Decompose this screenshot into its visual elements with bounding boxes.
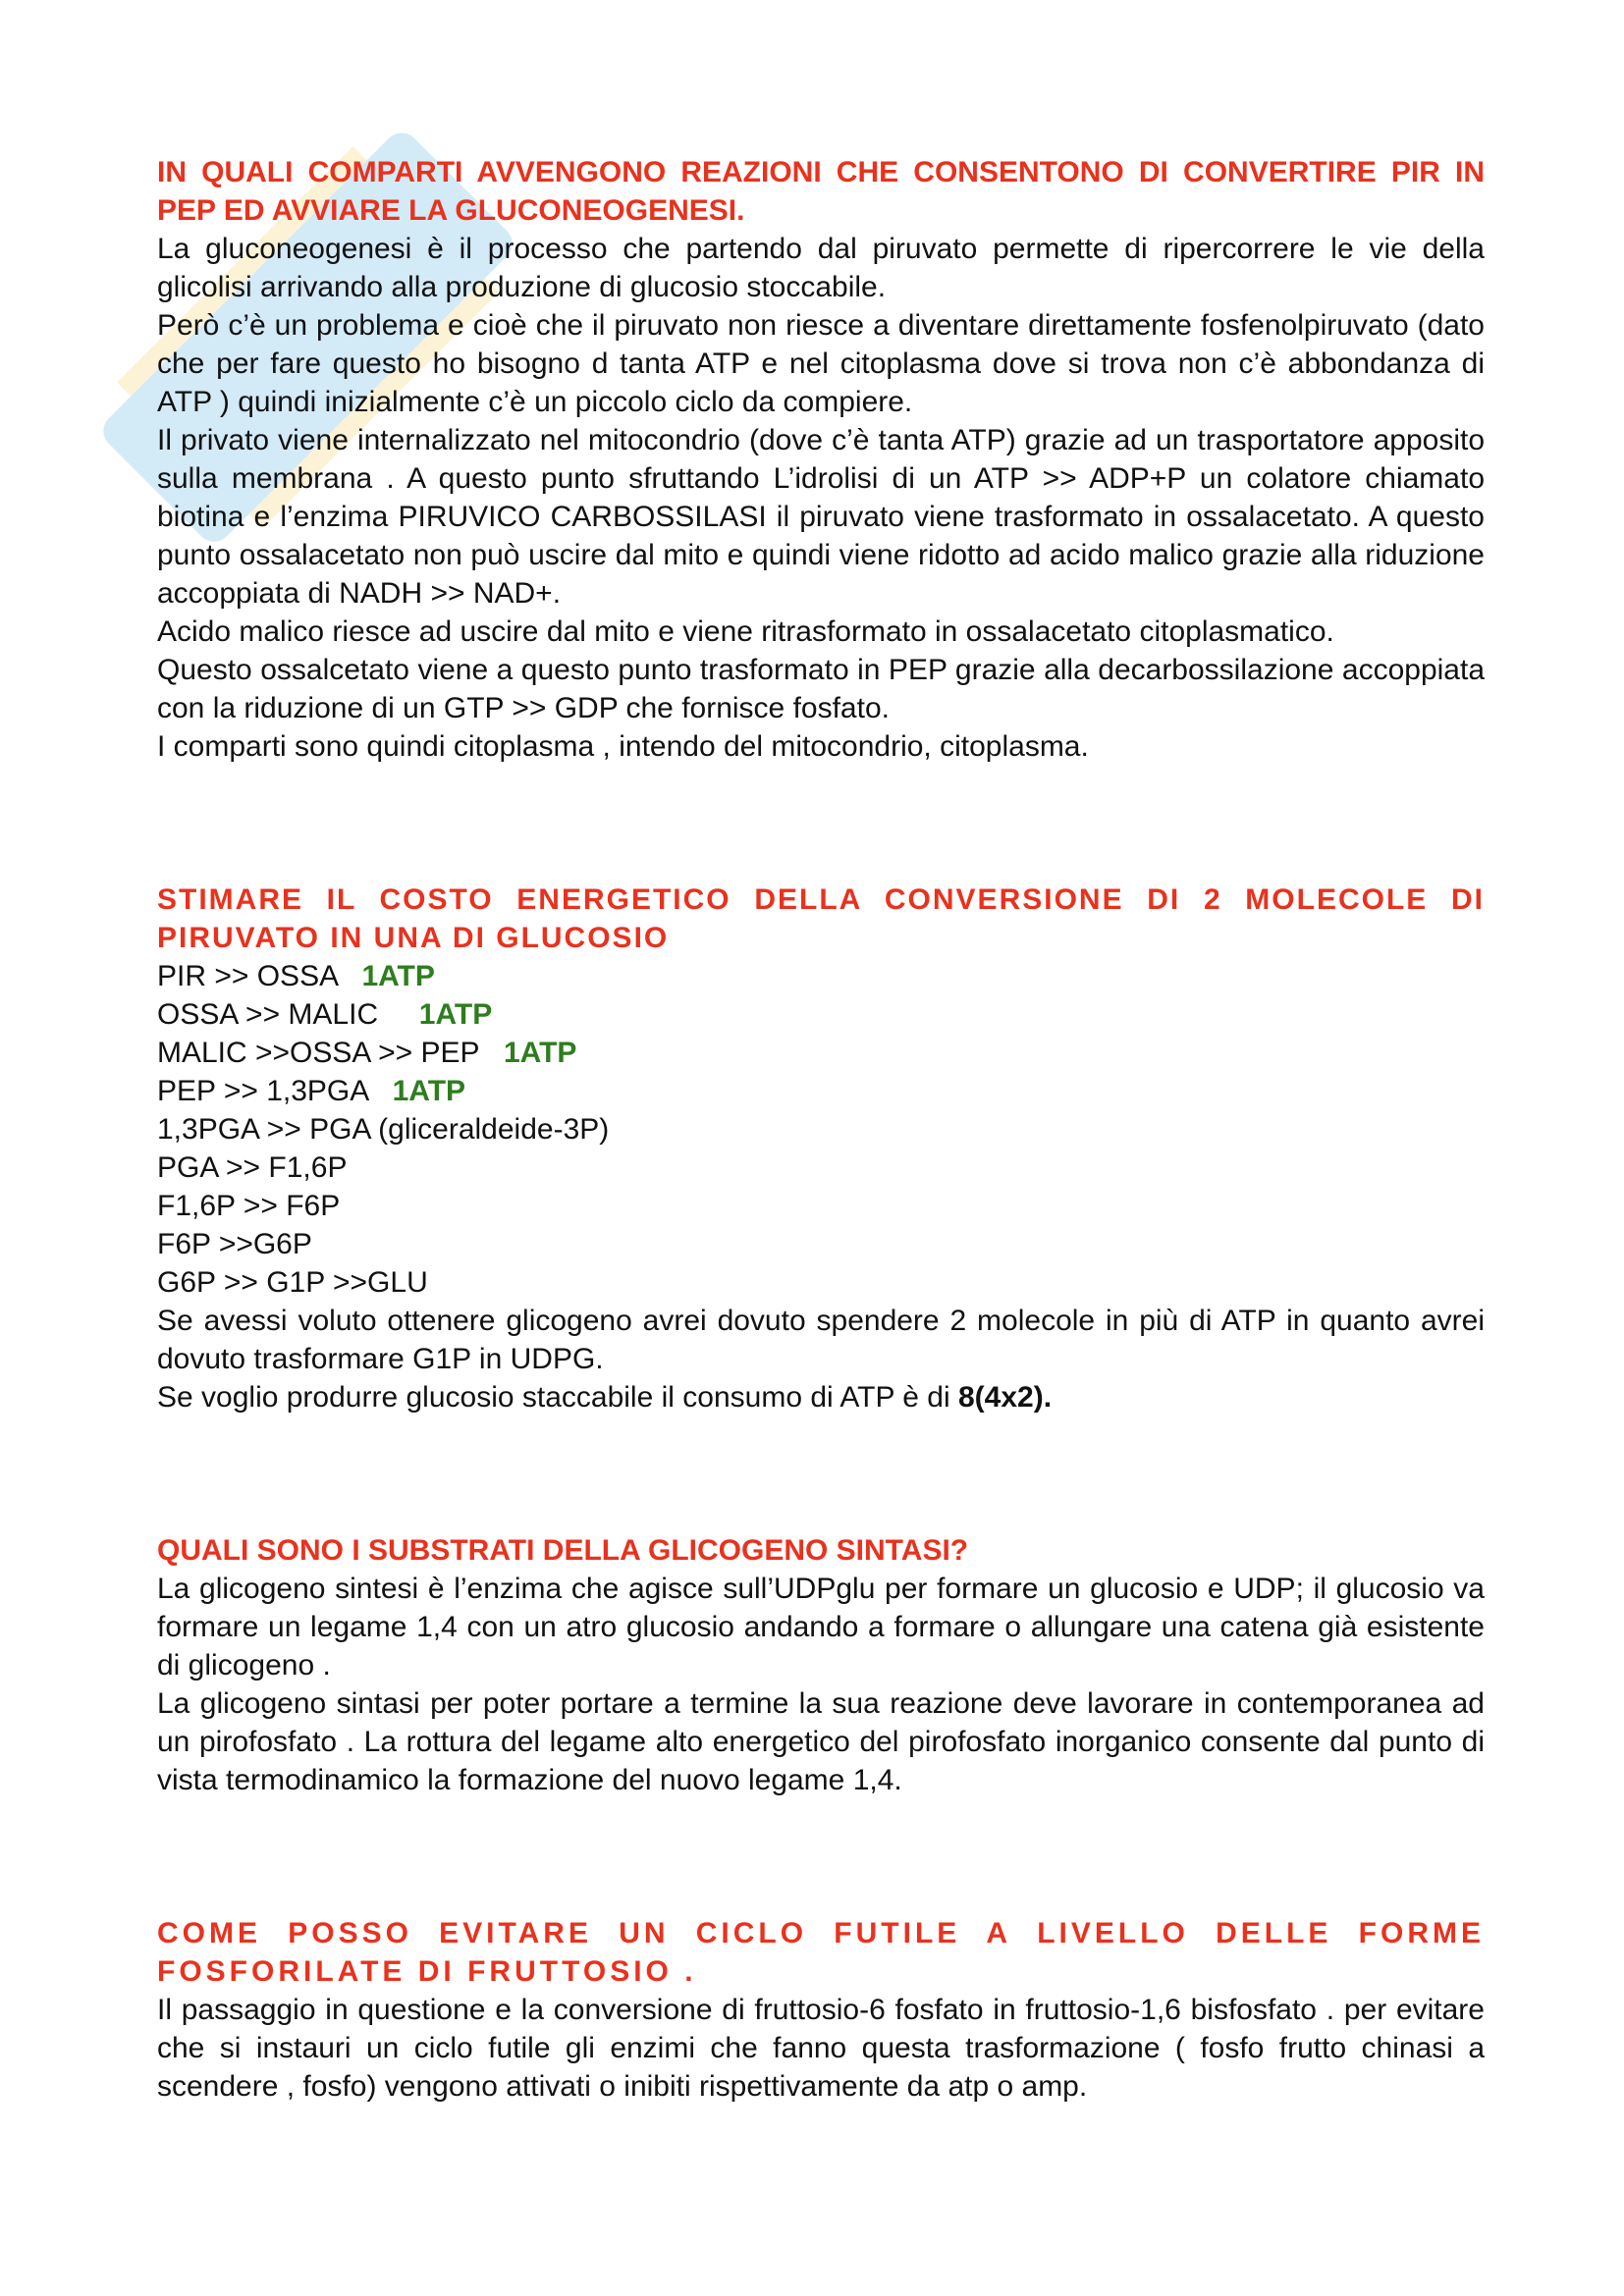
step-line xyxy=(157,1072,1485,1110)
section-energy-cost xyxy=(157,881,1485,1416)
final-line xyxy=(157,1378,1485,1416)
final-text: Se voglio produrre glucosio staccabile il consumo di ATP è di xyxy=(157,1381,958,1414)
section-heading: COME POSSO EVITARE UN CICLO FUTILE A LIVELLO DELLE FORME FOSFORILATE DI FRUTTOSIO . xyxy=(157,1917,1485,1988)
step-text: PGA >> F1,6P xyxy=(157,1151,348,1184)
paragraph: La glicogeno sintasi per poter portare a termine la sua reazione deve lavorare in contemporanea ad un pirofosfato . La rottura del legame alto energetico del pirofosfato inorganico consente dal punto di vista termodinamico la formazione del nuovo legame 1,4. xyxy=(157,1687,1485,1796)
paragraph: Acido malico riesce ad uscire dal mito e viene ritrasformato in ossalacetato citoplasmatico. xyxy=(157,615,1334,648)
step-line xyxy=(157,1110,1485,1148)
section-heading: STIMARE IL COSTO ENERGETICO DELLA CONVERSIONE DI 2 MOLECOLE DI PIRUVATO IN UNA DI GLUCOSIO xyxy=(157,883,1485,954)
step-cost: 1ATP xyxy=(503,1037,577,1069)
section-heading: QUALI SONO I SUBSTRATI DELLA GLICOGENO SINTASI? xyxy=(157,1534,969,1567)
step-line xyxy=(157,995,1485,1034)
step-cost: 1ATP xyxy=(361,960,435,992)
step-text: G6P >> G1P >>GLU xyxy=(157,1266,428,1299)
section-heading: IN QUALI COMPARTI AVVENGONO REAZIONI CHE CONSENTONO DI CONVERTIRE PIR IN PEP ED AVVIARE LA GLUCONEOGENESI. xyxy=(157,156,1485,227)
step-text: F1,6P >> F6P xyxy=(157,1190,341,1222)
final-bold: 8(4x2). xyxy=(958,1381,1053,1414)
step-text: PEP >> 1,3PGA xyxy=(157,1075,393,1107)
section-gluconeogenesis xyxy=(157,153,1485,766)
step-line xyxy=(157,1263,1485,1302)
step-line xyxy=(157,1187,1485,1225)
step-cost: 1ATP xyxy=(418,998,493,1031)
step-text: MALIC >>OSSA >> PEP xyxy=(157,1037,504,1069)
document-page xyxy=(157,153,1485,2106)
step-line xyxy=(157,1148,1485,1187)
step-line xyxy=(157,957,1485,995)
paragraph: I comparti sono quindi citoplasma , intendo del mitocondrio, citoplasma. xyxy=(157,730,1089,763)
paragraph: La glicogeno sintesi è l’enzima che agisce sull’UDPglu per formare un glucosio e UDP; il glucosio va formare un legame 1,4 con un atro glucosio andando a formare o allungare una catena già esistente di glicogeno . xyxy=(157,1573,1485,1682)
step-cost: 1ATP xyxy=(392,1075,466,1107)
section-futile-cycle xyxy=(157,1914,1485,2106)
paragraph: Il privato viene internalizzato nel mitocondrio (dove c’è tanta ATP) grazie ad un trasportatore apposito sulla membrana . A questo punto sfruttando L’idrolisi di un ATP >> ADP+P un colatore chiamato biotina e l’enzima PIRUVICO CARBOSSILASI il piruvato viene trasformato in ossalacetato. A questo punto ossalacetato non può uscire dal mito e quindi viene ridotto ad acido malico grazie alla riduzione accoppiata di NADH >> NAD+. xyxy=(157,424,1485,610)
paragraph: Se avessi voluto ottenere glicogeno avrei dovuto spendere 2 molecole in più di ATP in quanto avrei dovuto trasformare G1P in UDPG. xyxy=(157,1305,1485,1375)
step-line xyxy=(157,1034,1485,1072)
paragraph: Questo ossalcetato viene a questo punto trasformato in PEP grazie alla decarbossilazione accoppiata con la riduzione di un GTP >> GDP che fornisce fosfato. xyxy=(157,654,1485,724)
section-glycogen-synthase xyxy=(157,1531,1485,1799)
paragraph: Il passaggio in questione e la conversione di fruttosio-6 fosfato in fruttosio-1,6 bisfosfato . per evitare che si instauri un ciclo futile gli enzimi che fanno questa trasformazione ( fosfo frutto chinasi a scendere , fosfo) vengono attivati o inibiti rispettivamente da atp o amp. xyxy=(157,1994,1485,2103)
step-text: 1,3PGA >> PGA (gliceraldeide-3P) xyxy=(157,1113,610,1146)
paragraph: Però c’è un problema e cioè che il piruvato non riesce a diventare direttamente fosfenolpiruvato (dato che per fare questo ho bisogno d tanta ATP e nel citoplasma dove si trova non c’è abbondanza di ATP ) quindi inizialmente c’è un piccolo ciclo da compiere. xyxy=(157,309,1485,418)
step-text: OSSA >> MALIC xyxy=(157,998,419,1031)
step-line xyxy=(157,1225,1485,1263)
step-text: PIR >> OSSA xyxy=(157,960,362,992)
step-text: F6P >>G6P xyxy=(157,1228,312,1260)
paragraph: La gluconeogenesi è il processo che partendo dal piruvato permette di ripercorrere le vie della glicolisi arrivando alla produzione di glucosio stoccabile. xyxy=(157,233,1485,303)
